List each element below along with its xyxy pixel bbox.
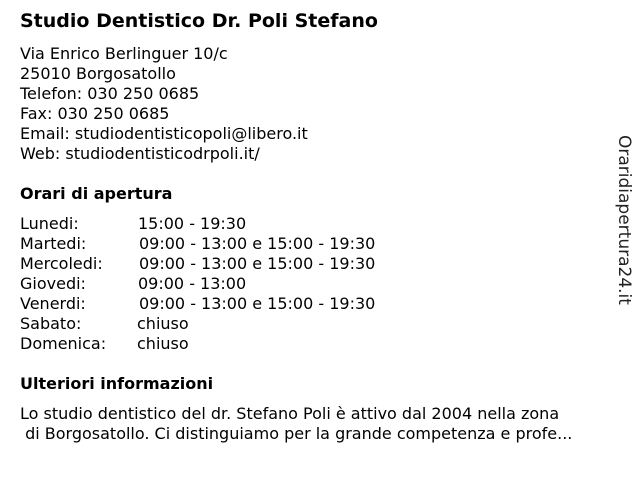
hours-time: 09:00 - 13:00 e 15:00 - 19:30 (139, 234, 376, 253)
hours-time: 09:00 - 13:00 e 15:00 - 19:30 (139, 294, 376, 313)
hours-day: Venerdi: (20, 294, 86, 313)
hours-time: 15:00 - 19:30 (138, 214, 247, 233)
hours-day: Lunedi: (20, 214, 79, 233)
hours-day: Martedi: (20, 234, 87, 253)
web-line: Web: studiodentisticodrpoli.it/ (20, 144, 260, 163)
hours-day: Giovedi: (20, 274, 86, 293)
hours-day: Domenica: (20, 334, 107, 353)
phone-line: Telefon: 030 250 0685 (20, 84, 200, 103)
business-title: Studio Dentistico Dr. Poli Stefano (20, 10, 378, 32)
more-info-line-1: Lo studio dentistico del dr. Stefano Poli è attivo dal 2004 nella zona (20, 404, 560, 423)
opening-hours-heading: Orari di apertura (20, 184, 173, 203)
hours-time: chiuso (137, 334, 189, 353)
more-info-heading: Ulteriori informazioni (20, 374, 214, 393)
contact-block (20, 44, 308, 164)
more-info-line-2: di Borgosatollo. Ci distinguiamo per la grande competenza e profe... (20, 424, 573, 443)
hours-time: 09:00 - 13:00 (138, 274, 247, 293)
watermark-text: Oraridiapertura24.it (614, 135, 634, 305)
address-line: Via Enrico Berlinguer 10/c (20, 44, 228, 63)
more-info-text (20, 404, 572, 444)
email-line: Email: studiodentisticopoli@libero.it (20, 124, 308, 143)
city-line: 25010 Borgosatollo (20, 64, 176, 83)
hours-time: 09:00 - 13:00 e 15:00 - 19:30 (139, 254, 376, 273)
hours-day: Sabato: (20, 314, 82, 333)
hours-day: Mercoledi: (20, 254, 103, 273)
hours-time: chiuso (137, 314, 189, 333)
fax-line: Fax: 030 250 0685 (20, 104, 170, 123)
